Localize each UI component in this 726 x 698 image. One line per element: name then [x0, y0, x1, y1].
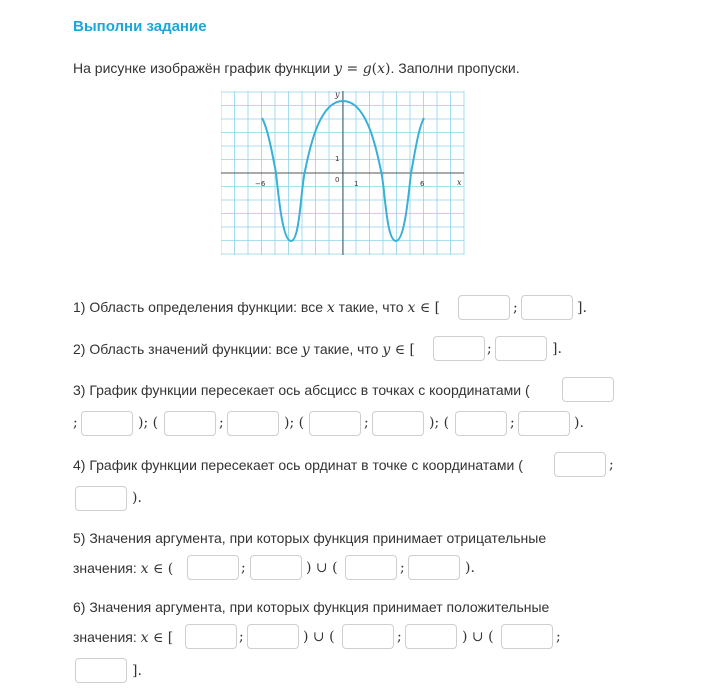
q3-close: ).: [574, 415, 584, 431]
q3-semicolon-3: ;: [364, 415, 369, 431]
q1-close: ].: [577, 300, 587, 316]
q6-interval1-end-input[interactable]: [247, 624, 299, 649]
q3-point2-y-input[interactable]: [227, 411, 279, 436]
q6-union-2: ) ∪ (: [462, 629, 494, 645]
axis-label-x: x: [457, 178, 462, 187]
q6-interval2-end-input[interactable]: [405, 624, 457, 649]
q1-domain-start-input[interactable]: [458, 295, 510, 320]
q2-close: ].: [552, 341, 562, 357]
q6-interval3-start-input[interactable]: [501, 624, 553, 649]
q3-sep-3: ); (: [429, 415, 450, 431]
tick-label-neg6: −6: [255, 180, 266, 188]
q3-point3-y-input[interactable]: [372, 411, 424, 436]
q6-interval3-end-input[interactable]: [75, 658, 127, 683]
q5-semicolon-2: ;: [400, 560, 405, 576]
q5-union: ) ∪ (: [306, 560, 338, 576]
q3-point3-x-input[interactable]: [309, 411, 361, 436]
q3-point1-x-input[interactable]: [562, 377, 614, 402]
q3-point4-x-input[interactable]: [455, 411, 507, 436]
q3-point1-y-input[interactable]: [81, 411, 133, 436]
q5-interval2-start-input[interactable]: [345, 555, 397, 580]
q3-semicolon-2: ;: [219, 415, 224, 431]
q3-point4-y-input[interactable]: [518, 411, 570, 436]
tick-label-six: 6: [420, 180, 425, 188]
question-5: 5) Значения аргумента, при которых функция принимает отрицательные: [73, 530, 547, 546]
q3-sep-1: ); (: [138, 415, 159, 431]
q5-semicolon-1: ;: [241, 560, 246, 576]
question-2: 2) Область значений функции: все y такие, что y ∈ [: [73, 341, 416, 358]
q6-interval1-start-input[interactable]: [185, 624, 237, 649]
q4-point-y-input[interactable]: [75, 486, 127, 511]
tick-label-one-y: 1: [335, 155, 340, 163]
q2-semicolon: ;: [487, 341, 492, 357]
task-title: Выполни задание: [73, 18, 207, 35]
q1-domain-end-input[interactable]: [521, 295, 573, 320]
tick-label-one-x: 1: [354, 180, 359, 188]
question-5-line2: значения: x ∈ (: [73, 560, 174, 577]
question-4: 4) График функции пересекает ось ординат в точке с координатами (: [73, 457, 523, 473]
q3-sep-2: ); (: [284, 415, 305, 431]
q4-close: ).: [132, 490, 142, 506]
q3-semicolon-1: ;: [73, 415, 78, 431]
axis-label-y: y: [335, 91, 340, 99]
task-intro: На рисунке изображён график функции y = g(x). Заполни пропуски.: [73, 60, 520, 77]
q1-semicolon: ;: [513, 300, 518, 316]
q5-interval1-start-input[interactable]: [187, 555, 239, 580]
q6-close: ].: [132, 663, 142, 679]
q6-interval2-start-input[interactable]: [342, 624, 394, 649]
question-3: 3) График функции пересекает ось абсцисс в точках с координатами (: [73, 382, 530, 398]
q2-range-end-input[interactable]: [495, 336, 547, 361]
question-1: 1) Область определения функции: все x такие, что x ∈ [: [73, 299, 441, 316]
q4-semicolon: ;: [609, 457, 614, 473]
question-6: 6) Значения аргумента, при которых функция принимает положительные: [73, 599, 550, 615]
question-6-line2: значения: x ∈ [: [73, 629, 174, 646]
q3-semicolon-4: ;: [510, 415, 515, 431]
q4-point-x-input[interactable]: [554, 452, 606, 477]
q6-semicolon-1: ;: [239, 629, 244, 645]
q6-union-1: ) ∪ (: [303, 629, 335, 645]
q3-point2-x-input[interactable]: [164, 411, 216, 436]
q6-semicolon-2: ;: [397, 629, 402, 645]
q5-interval2-end-input[interactable]: [408, 555, 460, 580]
q5-interval1-end-input[interactable]: [250, 555, 302, 580]
function-graph: [221, 91, 466, 255]
q6-semicolon-3: ;: [556, 629, 561, 645]
tick-label-zero: 0: [335, 176, 340, 184]
q2-range-start-input[interactable]: [433, 336, 485, 361]
q5-close: ).: [465, 560, 475, 576]
